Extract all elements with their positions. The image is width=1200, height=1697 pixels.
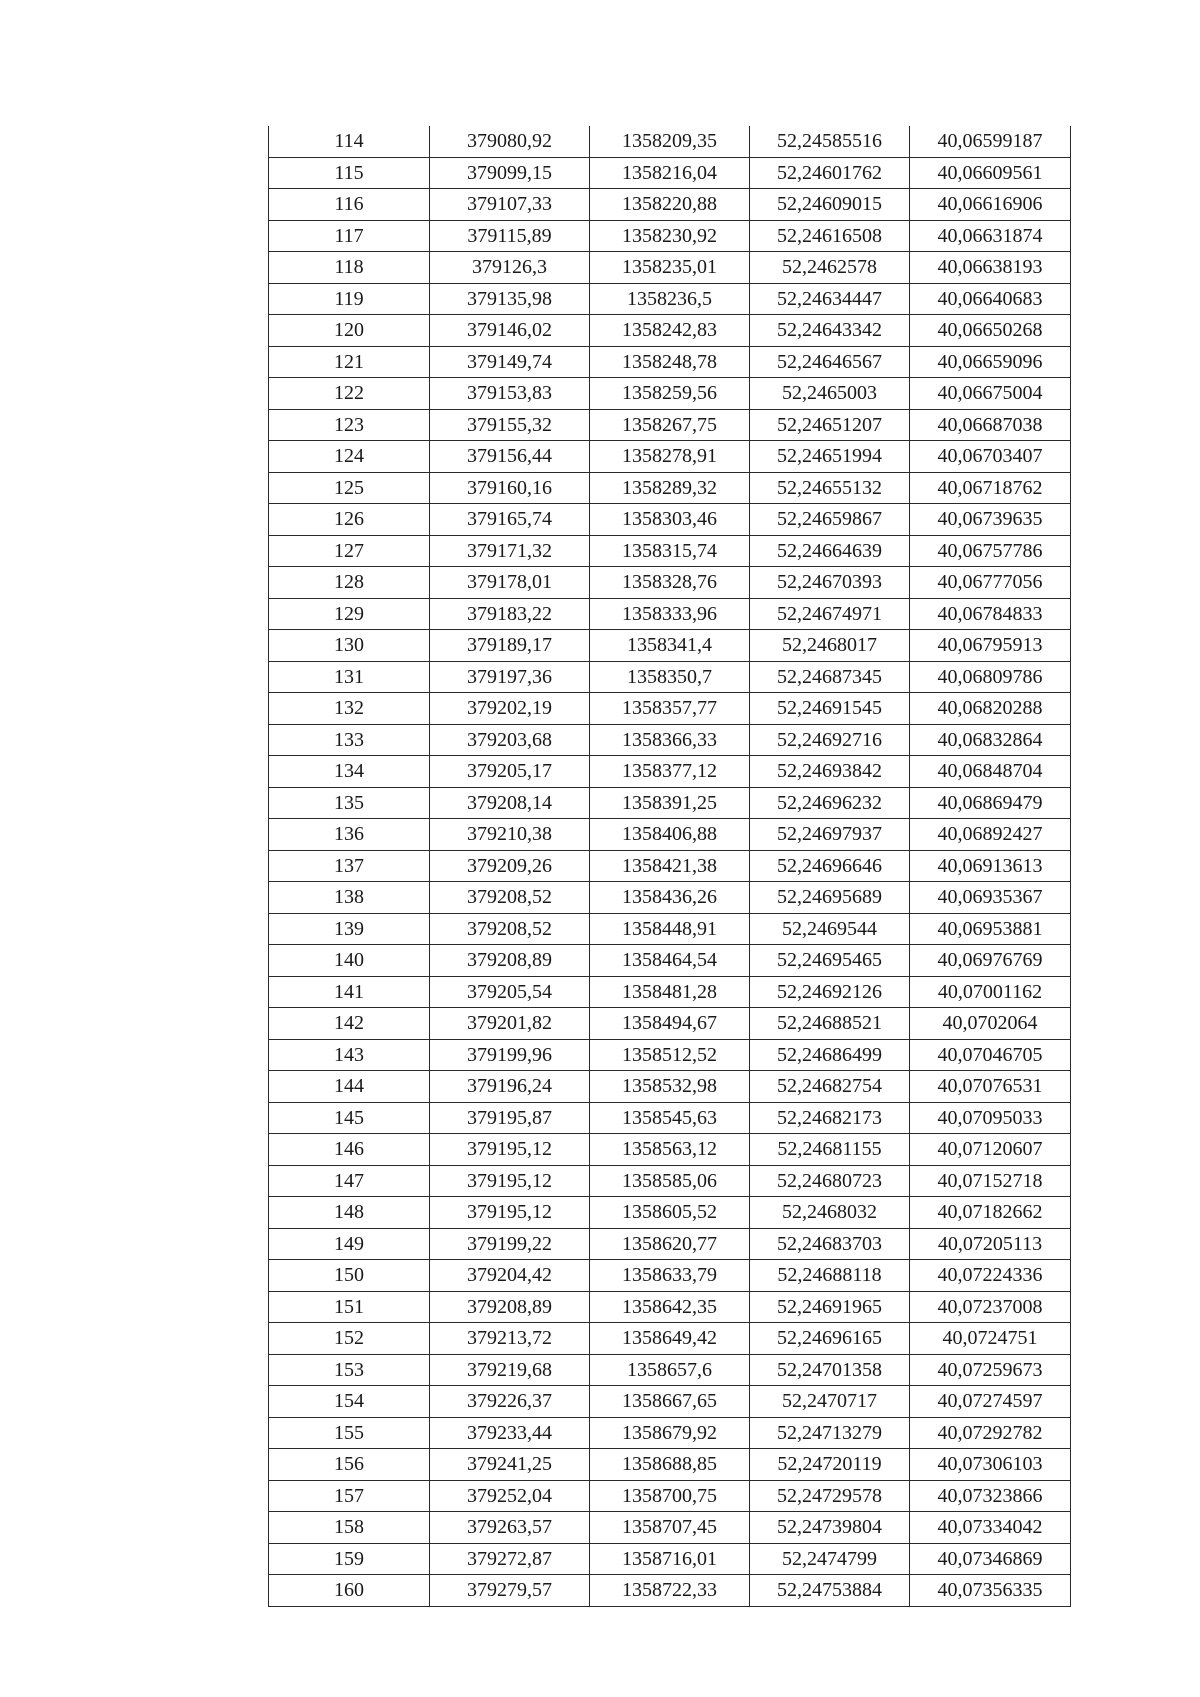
point-number-cell: 129 (269, 598, 430, 630)
table-row (269, 913, 1071, 945)
latitude-cell: 52,24753884 (750, 1575, 910, 1607)
y-coordinate-cell: 1358366,33 (590, 724, 750, 756)
table-row (269, 504, 1071, 536)
y-coordinate-cell: 1358545,63 (590, 1102, 750, 1134)
latitude-cell: 52,24688118 (750, 1260, 910, 1292)
latitude-cell: 52,24713279 (750, 1417, 910, 1449)
longitude-cell: 40,07334042 (910, 1512, 1071, 1544)
point-number-cell: 154 (269, 1386, 430, 1418)
longitude-cell: 40,06631874 (910, 220, 1071, 252)
latitude-cell: 52,24651207 (750, 409, 910, 441)
x-coordinate-cell: 379199,96 (430, 1039, 590, 1071)
table-row (269, 1291, 1071, 1323)
latitude-cell: 52,24659867 (750, 504, 910, 536)
table-row (269, 1134, 1071, 1166)
point-number-cell: 159 (269, 1543, 430, 1575)
longitude-cell: 40,0702064 (910, 1008, 1071, 1040)
point-number-cell: 143 (269, 1039, 430, 1071)
longitude-cell: 40,07224336 (910, 1260, 1071, 1292)
x-coordinate-cell: 379203,68 (430, 724, 590, 756)
longitude-cell: 40,07259673 (910, 1354, 1071, 1386)
y-coordinate-cell: 1358235,01 (590, 252, 750, 284)
y-coordinate-cell: 1358700,75 (590, 1480, 750, 1512)
x-coordinate-cell: 379201,82 (430, 1008, 590, 1040)
x-coordinate-cell: 379178,01 (430, 567, 590, 599)
y-coordinate-cell: 1358722,33 (590, 1575, 750, 1607)
longitude-cell: 40,07323866 (910, 1480, 1071, 1512)
y-coordinate-cell: 1358620,77 (590, 1228, 750, 1260)
point-number-cell: 160 (269, 1575, 430, 1607)
point-number-cell: 134 (269, 756, 430, 788)
point-number-cell: 116 (269, 189, 430, 221)
longitude-cell: 40,06640683 (910, 283, 1071, 315)
latitude-cell: 52,24609015 (750, 189, 910, 221)
longitude-cell: 40,06718762 (910, 472, 1071, 504)
table-row (269, 724, 1071, 756)
point-number-cell: 120 (269, 315, 430, 347)
x-coordinate-cell: 379272,87 (430, 1543, 590, 1575)
latitude-cell: 52,24634447 (750, 283, 910, 315)
y-coordinate-cell: 1358303,46 (590, 504, 750, 536)
y-coordinate-cell: 1358315,74 (590, 535, 750, 567)
latitude-cell: 52,24693842 (750, 756, 910, 788)
x-coordinate-cell: 379189,17 (430, 630, 590, 662)
x-coordinate-cell: 379209,26 (430, 850, 590, 882)
longitude-cell: 40,07306103 (910, 1449, 1071, 1481)
x-coordinate-cell: 379156,44 (430, 441, 590, 473)
table-row (269, 819, 1071, 851)
table-row (269, 756, 1071, 788)
table-row (269, 1008, 1071, 1040)
table-row (269, 1102, 1071, 1134)
point-number-cell: 152 (269, 1323, 430, 1355)
x-coordinate-cell: 379107,33 (430, 189, 590, 221)
latitude-cell: 52,24696646 (750, 850, 910, 882)
latitude-cell: 52,24691965 (750, 1291, 910, 1323)
y-coordinate-cell: 1358679,92 (590, 1417, 750, 1449)
point-number-cell: 155 (269, 1417, 430, 1449)
point-number-cell: 157 (269, 1480, 430, 1512)
y-coordinate-cell: 1358341,4 (590, 630, 750, 662)
x-coordinate-cell: 379126,3 (430, 252, 590, 284)
y-coordinate-cell: 1358642,35 (590, 1291, 750, 1323)
y-coordinate-cell: 1358236,5 (590, 283, 750, 315)
longitude-cell: 40,07001162 (910, 976, 1071, 1008)
table-row (269, 661, 1071, 693)
latitude-cell: 52,24585516 (750, 126, 910, 157)
table-row (269, 1228, 1071, 1260)
y-coordinate-cell: 1358357,77 (590, 693, 750, 725)
table-row (269, 1165, 1071, 1197)
latitude-cell: 52,24692126 (750, 976, 910, 1008)
point-number-cell: 130 (269, 630, 430, 662)
x-coordinate-cell: 379135,98 (430, 283, 590, 315)
longitude-cell: 40,07152718 (910, 1165, 1071, 1197)
latitude-cell: 52,24686499 (750, 1039, 910, 1071)
table-row (269, 976, 1071, 1008)
table-row (269, 441, 1071, 473)
y-coordinate-cell: 1358216,04 (590, 157, 750, 189)
table-row (269, 693, 1071, 725)
longitude-cell: 40,07292782 (910, 1417, 1071, 1449)
point-number-cell: 142 (269, 1008, 430, 1040)
x-coordinate-cell: 379149,74 (430, 346, 590, 378)
longitude-cell: 40,06809786 (910, 661, 1071, 693)
y-coordinate-cell: 1358688,85 (590, 1449, 750, 1481)
y-coordinate-cell: 1358406,88 (590, 819, 750, 851)
point-number-cell: 122 (269, 378, 430, 410)
latitude-cell: 52,24670393 (750, 567, 910, 599)
x-coordinate-cell: 379160,16 (430, 472, 590, 504)
table-row (269, 157, 1071, 189)
y-coordinate-cell: 1358481,28 (590, 976, 750, 1008)
x-coordinate-cell: 379241,25 (430, 1449, 590, 1481)
latitude-cell: 52,24729578 (750, 1480, 910, 1512)
x-coordinate-cell: 379115,89 (430, 220, 590, 252)
point-number-cell: 133 (269, 724, 430, 756)
point-number-cell: 135 (269, 787, 430, 819)
y-coordinate-cell: 1358328,76 (590, 567, 750, 599)
point-number-cell: 115 (269, 157, 430, 189)
point-number-cell: 149 (269, 1228, 430, 1260)
table-row (269, 283, 1071, 315)
y-coordinate-cell: 1358230,92 (590, 220, 750, 252)
x-coordinate-cell: 379197,36 (430, 661, 590, 693)
point-number-cell: 128 (269, 567, 430, 599)
table-row (269, 126, 1071, 157)
latitude-cell: 52,2468032 (750, 1197, 910, 1229)
point-number-cell: 158 (269, 1512, 430, 1544)
y-coordinate-cell: 1358209,35 (590, 126, 750, 157)
x-coordinate-cell: 379146,02 (430, 315, 590, 347)
latitude-cell: 52,24683703 (750, 1228, 910, 1260)
latitude-cell: 52,2462578 (750, 252, 910, 284)
longitude-cell: 40,06892427 (910, 819, 1071, 851)
point-number-cell: 141 (269, 976, 430, 1008)
longitude-cell: 40,06795913 (910, 630, 1071, 662)
latitude-cell: 52,24720119 (750, 1449, 910, 1481)
point-number-cell: 125 (269, 472, 430, 504)
y-coordinate-cell: 1358289,32 (590, 472, 750, 504)
longitude-cell: 40,06675004 (910, 378, 1071, 410)
table-row (269, 598, 1071, 630)
x-coordinate-cell: 379171,32 (430, 535, 590, 567)
longitude-cell: 40,06935367 (910, 882, 1071, 914)
latitude-cell: 52,24655132 (750, 472, 910, 504)
longitude-cell: 40,07346869 (910, 1543, 1071, 1575)
point-number-cell: 118 (269, 252, 430, 284)
y-coordinate-cell: 1358436,26 (590, 882, 750, 914)
point-number-cell: 121 (269, 346, 430, 378)
longitude-cell: 40,06757786 (910, 535, 1071, 567)
latitude-cell: 52,2469544 (750, 913, 910, 945)
latitude-cell: 52,24674971 (750, 598, 910, 630)
table-row (269, 882, 1071, 914)
latitude-cell: 52,24697937 (750, 819, 910, 851)
latitude-cell: 52,24643342 (750, 315, 910, 347)
table-row (269, 1323, 1071, 1355)
y-coordinate-cell: 1358248,78 (590, 346, 750, 378)
x-coordinate-cell: 379233,44 (430, 1417, 590, 1449)
point-number-cell: 123 (269, 409, 430, 441)
point-number-cell: 119 (269, 283, 430, 315)
latitude-cell: 52,2465003 (750, 378, 910, 410)
table-row (269, 189, 1071, 221)
point-number-cell: 124 (269, 441, 430, 473)
longitude-cell: 40,06599187 (910, 126, 1071, 157)
longitude-cell: 40,06820288 (910, 693, 1071, 725)
latitude-cell: 52,24701358 (750, 1354, 910, 1386)
table-row (269, 1449, 1071, 1481)
point-number-cell: 137 (269, 850, 430, 882)
x-coordinate-cell: 379099,15 (430, 157, 590, 189)
coordinates-table-body (269, 126, 1071, 1606)
y-coordinate-cell: 1358585,06 (590, 1165, 750, 1197)
y-coordinate-cell: 1358532,98 (590, 1071, 750, 1103)
longitude-cell: 40,07274597 (910, 1386, 1071, 1418)
longitude-cell: 40,06976769 (910, 945, 1071, 977)
x-coordinate-cell: 379226,37 (430, 1386, 590, 1418)
latitude-cell: 52,24616508 (750, 220, 910, 252)
point-number-cell: 127 (269, 535, 430, 567)
longitude-cell: 40,06703407 (910, 441, 1071, 473)
table-row (269, 409, 1071, 441)
latitude-cell: 52,24691545 (750, 693, 910, 725)
x-coordinate-cell: 379210,38 (430, 819, 590, 851)
y-coordinate-cell: 1358633,79 (590, 1260, 750, 1292)
x-coordinate-cell: 379204,42 (430, 1260, 590, 1292)
latitude-cell: 52,2470717 (750, 1386, 910, 1418)
x-coordinate-cell: 379195,12 (430, 1165, 590, 1197)
x-coordinate-cell: 379208,52 (430, 913, 590, 945)
x-coordinate-cell: 379183,22 (430, 598, 590, 630)
y-coordinate-cell: 1358657,6 (590, 1354, 750, 1386)
longitude-cell: 40,07205113 (910, 1228, 1071, 1260)
longitude-cell: 40,06609561 (910, 157, 1071, 189)
longitude-cell: 40,06848704 (910, 756, 1071, 788)
x-coordinate-cell: 379155,32 (430, 409, 590, 441)
point-number-cell: 117 (269, 220, 430, 252)
longitude-cell: 40,06953881 (910, 913, 1071, 945)
x-coordinate-cell: 379199,22 (430, 1228, 590, 1260)
y-coordinate-cell: 1358267,75 (590, 409, 750, 441)
table-row (269, 1512, 1071, 1544)
longitude-cell: 40,07095033 (910, 1102, 1071, 1134)
point-number-cell: 146 (269, 1134, 430, 1166)
y-coordinate-cell: 1358242,83 (590, 315, 750, 347)
table-row (269, 1039, 1071, 1071)
y-coordinate-cell: 1358377,12 (590, 756, 750, 788)
x-coordinate-cell: 379080,92 (430, 126, 590, 157)
latitude-cell: 52,24696165 (750, 1323, 910, 1355)
table-row (269, 787, 1071, 819)
y-coordinate-cell: 1358350,7 (590, 661, 750, 693)
longitude-cell: 40,06869479 (910, 787, 1071, 819)
point-number-cell: 132 (269, 693, 430, 725)
y-coordinate-cell: 1358716,01 (590, 1543, 750, 1575)
x-coordinate-cell: 379252,04 (430, 1480, 590, 1512)
table-row (269, 252, 1071, 284)
point-number-cell: 131 (269, 661, 430, 693)
table-row (269, 220, 1071, 252)
point-number-cell: 114 (269, 126, 430, 157)
latitude-cell: 52,24651994 (750, 441, 910, 473)
longitude-cell: 40,0724751 (910, 1323, 1071, 1355)
y-coordinate-cell: 1358278,91 (590, 441, 750, 473)
x-coordinate-cell: 379195,12 (430, 1134, 590, 1166)
latitude-cell: 52,2468017 (750, 630, 910, 662)
point-number-cell: 144 (269, 1071, 430, 1103)
point-number-cell: 156 (269, 1449, 430, 1481)
latitude-cell: 52,24682754 (750, 1071, 910, 1103)
longitude-cell: 40,07182662 (910, 1197, 1071, 1229)
x-coordinate-cell: 379208,14 (430, 787, 590, 819)
longitude-cell: 40,06650268 (910, 315, 1071, 347)
point-number-cell: 140 (269, 945, 430, 977)
y-coordinate-cell: 1358448,91 (590, 913, 750, 945)
point-number-cell: 136 (269, 819, 430, 851)
x-coordinate-cell: 379208,89 (430, 945, 590, 977)
x-coordinate-cell: 379263,57 (430, 1512, 590, 1544)
x-coordinate-cell: 379279,57 (430, 1575, 590, 1607)
point-number-cell: 151 (269, 1291, 430, 1323)
longitude-cell: 40,06913613 (910, 850, 1071, 882)
table-row (269, 1480, 1071, 1512)
point-number-cell: 139 (269, 913, 430, 945)
x-coordinate-cell: 379195,12 (430, 1197, 590, 1229)
y-coordinate-cell: 1358707,45 (590, 1512, 750, 1544)
latitude-cell: 52,24692716 (750, 724, 910, 756)
longitude-cell: 40,06659096 (910, 346, 1071, 378)
x-coordinate-cell: 379208,52 (430, 882, 590, 914)
latitude-cell: 52,24688521 (750, 1008, 910, 1040)
y-coordinate-cell: 1358605,52 (590, 1197, 750, 1229)
longitude-cell: 40,06638193 (910, 252, 1071, 284)
x-coordinate-cell: 379153,83 (430, 378, 590, 410)
table-row (269, 850, 1071, 882)
table-row (269, 1575, 1071, 1607)
x-coordinate-cell: 379165,74 (430, 504, 590, 536)
table-row (269, 1417, 1071, 1449)
table-row (269, 1543, 1071, 1575)
point-number-cell: 145 (269, 1102, 430, 1134)
y-coordinate-cell: 1358649,42 (590, 1323, 750, 1355)
table-row (269, 567, 1071, 599)
point-number-cell: 138 (269, 882, 430, 914)
table-row (269, 472, 1071, 504)
longitude-cell: 40,06739635 (910, 504, 1071, 536)
latitude-cell: 52,2474799 (750, 1543, 910, 1575)
point-number-cell: 126 (269, 504, 430, 536)
point-number-cell: 150 (269, 1260, 430, 1292)
point-number-cell: 148 (269, 1197, 430, 1229)
x-coordinate-cell: 379195,87 (430, 1102, 590, 1134)
table-row (269, 630, 1071, 662)
y-coordinate-cell: 1358391,25 (590, 787, 750, 819)
y-coordinate-cell: 1358512,52 (590, 1039, 750, 1071)
y-coordinate-cell: 1358220,88 (590, 189, 750, 221)
latitude-cell: 52,24681155 (750, 1134, 910, 1166)
coordinates-table (268, 126, 1071, 1607)
table-row (269, 1386, 1071, 1418)
latitude-cell: 52,24682173 (750, 1102, 910, 1134)
y-coordinate-cell: 1358259,56 (590, 378, 750, 410)
longitude-cell: 40,07237008 (910, 1291, 1071, 1323)
latitude-cell: 52,24680723 (750, 1165, 910, 1197)
x-coordinate-cell: 379219,68 (430, 1354, 590, 1386)
x-coordinate-cell: 379213,72 (430, 1323, 590, 1355)
table-row (269, 315, 1071, 347)
table-row (269, 1197, 1071, 1229)
table-row (269, 1354, 1071, 1386)
longitude-cell: 40,06687038 (910, 409, 1071, 441)
latitude-cell: 52,24664639 (750, 535, 910, 567)
y-coordinate-cell: 1358333,96 (590, 598, 750, 630)
table-row (269, 346, 1071, 378)
latitude-cell: 52,24687345 (750, 661, 910, 693)
latitude-cell: 52,24601762 (750, 157, 910, 189)
point-number-cell: 147 (269, 1165, 430, 1197)
latitude-cell: 52,24646567 (750, 346, 910, 378)
y-coordinate-cell: 1358667,65 (590, 1386, 750, 1418)
x-coordinate-cell: 379196,24 (430, 1071, 590, 1103)
longitude-cell: 40,06616906 (910, 189, 1071, 221)
longitude-cell: 40,07046705 (910, 1039, 1071, 1071)
point-number-cell: 153 (269, 1354, 430, 1386)
table-row (269, 1071, 1071, 1103)
x-coordinate-cell: 379208,89 (430, 1291, 590, 1323)
latitude-cell: 52,24695689 (750, 882, 910, 914)
y-coordinate-cell: 1358464,54 (590, 945, 750, 977)
table-row (269, 535, 1071, 567)
longitude-cell: 40,07120607 (910, 1134, 1071, 1166)
latitude-cell: 52,24739804 (750, 1512, 910, 1544)
x-coordinate-cell: 379205,54 (430, 976, 590, 1008)
latitude-cell: 52,24695465 (750, 945, 910, 977)
x-coordinate-cell: 379205,17 (430, 756, 590, 788)
table-row (269, 1260, 1071, 1292)
table-row (269, 378, 1071, 410)
longitude-cell: 40,06832864 (910, 724, 1071, 756)
table-row (269, 945, 1071, 977)
y-coordinate-cell: 1358421,38 (590, 850, 750, 882)
longitude-cell: 40,07076531 (910, 1071, 1071, 1103)
x-coordinate-cell: 379202,19 (430, 693, 590, 725)
longitude-cell: 40,06777056 (910, 567, 1071, 599)
longitude-cell: 40,06784833 (910, 598, 1071, 630)
y-coordinate-cell: 1358563,12 (590, 1134, 750, 1166)
longitude-cell: 40,07356335 (910, 1575, 1071, 1607)
latitude-cell: 52,24696232 (750, 787, 910, 819)
y-coordinate-cell: 1358494,67 (590, 1008, 750, 1040)
